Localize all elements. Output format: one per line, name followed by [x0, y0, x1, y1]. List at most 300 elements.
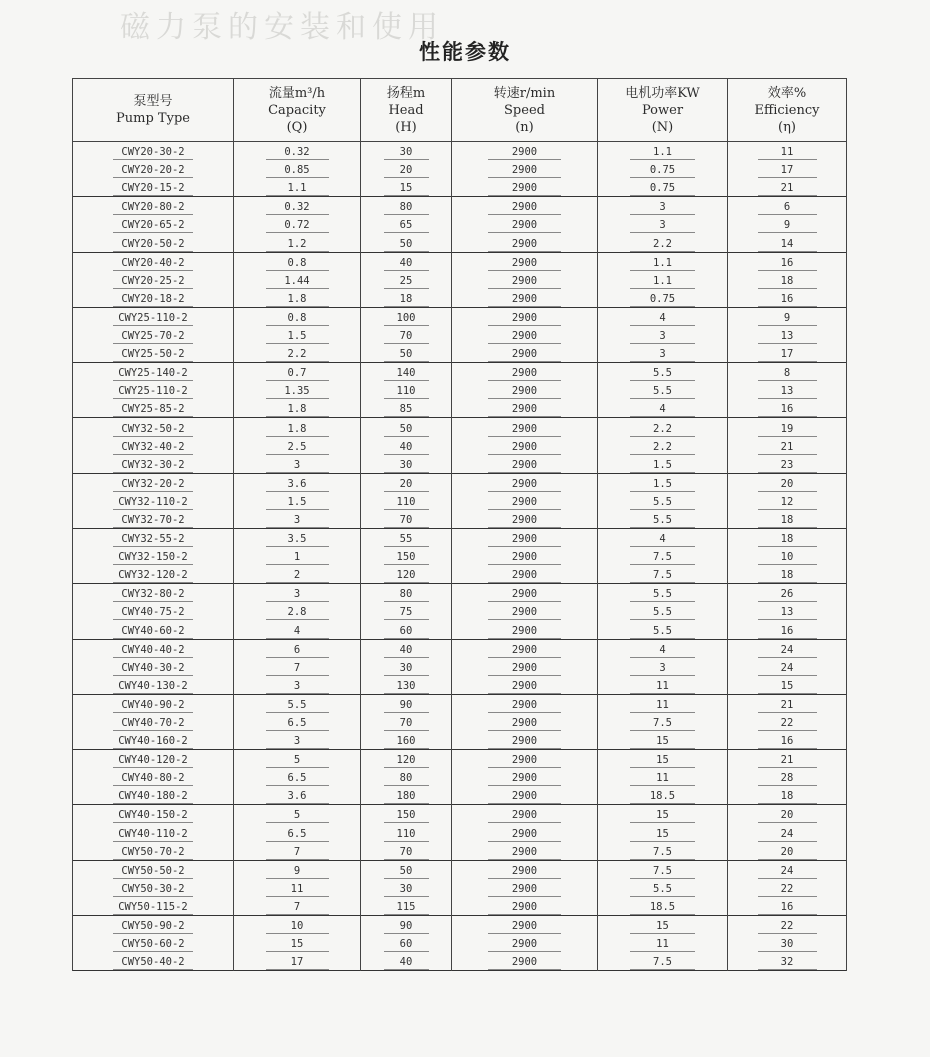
cell-value: 3 [630, 348, 695, 362]
cell-pump-type [73, 713, 234, 731]
cell-speed [452, 271, 598, 289]
cell-efficiency [728, 602, 847, 620]
cell-value: 0.32 [266, 146, 329, 160]
cell-efficiency [728, 584, 847, 603]
cell-value: CWY25-50-2 [113, 348, 193, 362]
cell-head [361, 437, 452, 455]
table-row [73, 565, 847, 584]
table-row [73, 768, 847, 786]
cell-value: 23 [758, 459, 817, 473]
cell-value: CWY40-110-2 [113, 828, 193, 842]
cell-capacity [234, 307, 361, 326]
cell-speed [452, 142, 598, 161]
cell-value: 2900 [488, 385, 561, 399]
cell-value: 1.5 [630, 478, 695, 492]
cell-power [598, 584, 728, 603]
cell-value: 3.5 [266, 533, 329, 547]
cell-speed [452, 879, 598, 897]
cell-power [598, 934, 728, 952]
cell-value: 160 [384, 735, 429, 749]
cell-value: CWY32-110-2 [113, 496, 193, 510]
cell-value: 18 [758, 533, 817, 547]
cell-pump-type [73, 344, 234, 363]
cell-value: 1.2 [266, 238, 329, 252]
table-row [73, 418, 847, 437]
cell-capacity [234, 399, 361, 418]
cell-pump-type [73, 860, 234, 879]
cell-speed [452, 510, 598, 529]
cell-value: 90 [384, 699, 429, 713]
cell-speed [452, 602, 598, 620]
cell-speed [452, 639, 598, 658]
cell-value: 130 [384, 680, 429, 694]
cell-value: CWY40-30-2 [113, 662, 193, 676]
cell-value: 1.5 [266, 496, 329, 510]
cell-speed [452, 344, 598, 363]
cell-value: 18 [384, 293, 429, 307]
cell-value: 15 [266, 938, 329, 952]
cell-power [598, 271, 728, 289]
cell-speed [452, 326, 598, 344]
cell-value: 12 [758, 496, 817, 510]
cell-value: CWY32-70-2 [113, 514, 193, 528]
cell-head [361, 786, 452, 805]
cell-head [361, 381, 452, 399]
cell-value: 1.1 [630, 257, 695, 271]
header-power-zh: 电机功率KW [625, 85, 700, 101]
cell-efficiency [728, 897, 847, 916]
cell-power [598, 823, 728, 841]
cell-capacity [234, 252, 361, 271]
cell-speed [452, 252, 598, 271]
cell-pump-type [73, 565, 234, 584]
cell-value: CWY50-115-2 [113, 901, 193, 915]
cell-value: 15 [630, 828, 695, 842]
cell-head [361, 620, 452, 639]
cell-value: 3 [266, 588, 329, 602]
header-capacity-en: Capacity [268, 102, 326, 118]
cell-value: 2900 [488, 403, 561, 417]
cell-value: 30 [384, 662, 429, 676]
cell-power [598, 547, 728, 565]
cell-value: CWY40-80-2 [113, 772, 193, 786]
cell-value: 17 [758, 348, 817, 362]
cell-value: 7 [266, 846, 329, 860]
cell-head [361, 455, 452, 474]
cell-head [361, 750, 452, 769]
cell-value: 2900 [488, 441, 561, 455]
table-row [73, 897, 847, 916]
header-speed-en: Speed [504, 102, 545, 118]
cell-value: 18 [758, 514, 817, 528]
cell-value: 3 [266, 735, 329, 749]
cell-power [598, 437, 728, 455]
cell-value: 14 [758, 238, 817, 252]
cell-value: 2900 [488, 883, 561, 897]
cell-value: CWY50-40-2 [113, 956, 193, 970]
cell-value: 2900 [488, 238, 561, 252]
cell-power [598, 915, 728, 934]
table-row [73, 786, 847, 805]
cell-speed [452, 492, 598, 510]
cell-value: 70 [384, 330, 429, 344]
cell-value: 0.8 [266, 257, 329, 271]
cell-efficiency [728, 676, 847, 695]
cell-pump-type [73, 731, 234, 750]
cell-value: 5 [266, 754, 329, 768]
cell-capacity [234, 823, 361, 841]
cell-power [598, 620, 728, 639]
table-row [73, 547, 847, 565]
cell-power [598, 160, 728, 178]
cell-value: 2900 [488, 588, 561, 602]
cell-capacity [234, 547, 361, 565]
table-row [73, 160, 847, 178]
cell-speed [452, 584, 598, 603]
table-row [73, 381, 847, 399]
cell-value: 5.5 [266, 699, 329, 713]
header-pump-type [73, 79, 234, 142]
cell-capacity [234, 805, 361, 824]
cell-pump-type [73, 233, 234, 252]
cell-pump-type [73, 602, 234, 620]
performance-table [72, 78, 847, 971]
header-efficiency-en: Efficiency [754, 102, 820, 118]
table-row [73, 289, 847, 308]
cell-pump-type [73, 879, 234, 897]
cell-power [598, 197, 728, 216]
cell-efficiency [728, 307, 847, 326]
cell-speed [452, 750, 598, 769]
header-capacity-sym: (Q) [286, 119, 308, 135]
cell-value: 2900 [488, 790, 561, 804]
cell-value: CWY20-40-2 [113, 257, 193, 271]
cell-value: 2.2 [630, 238, 695, 252]
cell-value: 30 [384, 459, 429, 473]
cell-value: 50 [384, 423, 429, 437]
cell-capacity [234, 289, 361, 308]
cell-value: 19 [758, 423, 817, 437]
cell-pump-type [73, 897, 234, 916]
cell-efficiency [728, 381, 847, 399]
cell-value: CWY25-110-2 [113, 312, 193, 326]
cell-value: 1.5 [630, 459, 695, 473]
table-row [73, 915, 847, 934]
cell-value: 10 [758, 551, 817, 565]
cell-head [361, 805, 452, 824]
cell-speed [452, 768, 598, 786]
cell-value: CWY20-50-2 [113, 238, 193, 252]
cell-value: 7.5 [630, 956, 695, 970]
cell-value: 2.2 [630, 441, 695, 455]
cell-value: 10 [266, 920, 329, 934]
cell-value: CWY32-120-2 [113, 569, 193, 583]
cell-head [361, 952, 452, 971]
cell-speed [452, 437, 598, 455]
cell-value: 2.2 [630, 423, 695, 437]
cell-value: 2900 [488, 514, 561, 528]
cell-value: CWY25-85-2 [113, 403, 193, 417]
cell-value: 22 [758, 883, 817, 897]
cell-speed [452, 215, 598, 233]
cell-value: 2.5 [266, 441, 329, 455]
cell-capacity [234, 418, 361, 437]
header-head-zh: 扬程m [386, 85, 426, 101]
cell-value: 2900 [488, 164, 561, 178]
cell-pump-type [73, 271, 234, 289]
cell-pump-type [73, 252, 234, 271]
cell-value: 2900 [488, 699, 561, 713]
cell-value: 16 [758, 293, 817, 307]
table-row [73, 233, 847, 252]
cell-pump-type [73, 473, 234, 492]
header-power-en: Power [641, 102, 684, 118]
cell-head [361, 879, 452, 897]
cell-power [598, 768, 728, 786]
cell-value: 20 [758, 846, 817, 860]
cell-capacity [234, 915, 361, 934]
cell-value: 2900 [488, 606, 561, 620]
cell-value: 2900 [488, 146, 561, 160]
table-row [73, 455, 847, 474]
cell-value: 5.5 [630, 496, 695, 510]
cell-power [598, 860, 728, 879]
cell-efficiency [728, 731, 847, 750]
cell-capacity [234, 197, 361, 216]
cell-value: 2900 [488, 717, 561, 731]
cell-speed [452, 676, 598, 695]
table-body [73, 142, 847, 971]
table-row [73, 750, 847, 769]
cell-value: 1.1 [630, 146, 695, 160]
cell-power [598, 602, 728, 620]
cell-value: 40 [384, 257, 429, 271]
cell-power [598, 565, 728, 584]
cell-speed [452, 399, 598, 418]
cell-value: 9 [758, 312, 817, 326]
cell-power [598, 750, 728, 769]
cell-pump-type [73, 805, 234, 824]
cell-capacity [234, 694, 361, 713]
cell-pump-type [73, 750, 234, 769]
cell-speed [452, 934, 598, 952]
cell-pump-type [73, 289, 234, 308]
cell-value: CWY40-40-2 [113, 644, 193, 658]
cell-power [598, 805, 728, 824]
cell-head [361, 289, 452, 308]
cell-head [361, 344, 452, 363]
cell-value: 70 [384, 514, 429, 528]
cell-value: 100 [384, 312, 429, 326]
table-row [73, 860, 847, 879]
cell-value: 30 [758, 938, 817, 952]
cell-value: 50 [384, 238, 429, 252]
cell-value: CWY20-18-2 [113, 293, 193, 307]
cell-value: 2900 [488, 348, 561, 362]
cell-head [361, 326, 452, 344]
cell-head [361, 271, 452, 289]
cell-capacity [234, 786, 361, 805]
table-row [73, 528, 847, 547]
cell-efficiency [728, 233, 847, 252]
cell-value: 6 [758, 201, 817, 215]
cell-value: 5.5 [630, 606, 695, 620]
cell-pump-type [73, 639, 234, 658]
cell-value: 8 [758, 367, 817, 381]
table-row [73, 178, 847, 197]
cell-value: CWY40-70-2 [113, 717, 193, 731]
cell-value: 80 [384, 772, 429, 786]
cell-value: 2900 [488, 828, 561, 842]
cell-power [598, 952, 728, 971]
cell-value: 2900 [488, 846, 561, 860]
cell-efficiency [728, 197, 847, 216]
cell-value: 17 [266, 956, 329, 970]
cell-head [361, 528, 452, 547]
cell-head [361, 418, 452, 437]
cell-value: 24 [758, 644, 817, 658]
cell-value: 1.44 [266, 275, 329, 289]
cell-head [361, 473, 452, 492]
cell-value: 1.1 [630, 275, 695, 289]
cell-value: 11 [266, 883, 329, 897]
cell-value: 11 [758, 146, 817, 160]
cell-value: 1.5 [266, 330, 329, 344]
cell-value: 40 [384, 956, 429, 970]
cell-efficiency [728, 215, 847, 233]
cell-head [361, 252, 452, 271]
cell-value: 15 [758, 680, 817, 694]
cell-speed [452, 842, 598, 861]
cell-value: 6.5 [266, 828, 329, 842]
cell-value: 150 [384, 551, 429, 565]
header-speed-sym: (n) [515, 119, 534, 135]
cell-efficiency [728, 768, 847, 786]
cell-value: CWY25-110-2 [113, 385, 193, 399]
cell-value: 2900 [488, 754, 561, 768]
cell-value: 3.6 [266, 790, 329, 804]
table-row [73, 437, 847, 455]
cell-power [598, 307, 728, 326]
cell-value: 1.8 [266, 293, 329, 307]
table-row [73, 215, 847, 233]
cell-efficiency [728, 879, 847, 897]
cell-capacity [234, 768, 361, 786]
cell-efficiency [728, 510, 847, 529]
cell-value: 13 [758, 606, 817, 620]
cell-value: 3 [266, 514, 329, 528]
cell-power [598, 381, 728, 399]
cell-power [598, 142, 728, 161]
header-head-sym: (H) [395, 119, 417, 135]
cell-value: 40 [384, 644, 429, 658]
cell-capacity [234, 142, 361, 161]
cell-efficiency [728, 289, 847, 308]
cell-efficiency [728, 934, 847, 952]
cell-value: 0.75 [630, 164, 695, 178]
cell-power [598, 326, 728, 344]
cell-value: 2900 [488, 201, 561, 215]
cell-head [361, 842, 452, 861]
cell-efficiency [728, 528, 847, 547]
cell-value: 2900 [488, 533, 561, 547]
cell-value: 50 [384, 348, 429, 362]
cell-head [361, 602, 452, 620]
cell-efficiency [728, 178, 847, 197]
cell-value: 4 [266, 625, 329, 639]
cell-value: 2900 [488, 367, 561, 381]
cell-speed [452, 805, 598, 824]
cell-capacity [234, 713, 361, 731]
page-title: 性能参数 [419, 40, 511, 64]
cell-head [361, 565, 452, 584]
header-capacity-zh: 流量m³/h [268, 85, 326, 101]
cell-value: 2900 [488, 735, 561, 749]
cell-efficiency [728, 823, 847, 841]
cell-capacity [234, 492, 361, 510]
table-row [73, 399, 847, 418]
cell-pump-type [73, 437, 234, 455]
table-row [73, 271, 847, 289]
cell-power [598, 842, 728, 861]
cell-value: 7.5 [630, 717, 695, 731]
cell-speed [452, 363, 598, 382]
table-row [73, 842, 847, 861]
cell-value: 2900 [488, 772, 561, 786]
cell-head [361, 897, 452, 916]
cell-pump-type [73, 694, 234, 713]
cell-capacity [234, 602, 361, 620]
cell-capacity [234, 473, 361, 492]
header-pump-type-en: Pump Type [116, 111, 190, 126]
cell-value: 2900 [488, 865, 561, 879]
cell-value: 9 [266, 865, 329, 879]
cell-value: CWY32-80-2 [113, 588, 193, 602]
cell-capacity [234, 528, 361, 547]
cell-value: 5.5 [630, 514, 695, 528]
cell-value: 16 [758, 901, 817, 915]
cell-pump-type [73, 381, 234, 399]
cell-pump-type [73, 547, 234, 565]
cell-speed [452, 381, 598, 399]
cell-value: 22 [758, 717, 817, 731]
cell-capacity [234, 676, 361, 695]
cell-value: CWY50-30-2 [113, 883, 193, 897]
cell-power [598, 528, 728, 547]
cell-capacity [234, 326, 361, 344]
cell-speed [452, 197, 598, 216]
cell-value: CWY40-60-2 [113, 625, 193, 639]
cell-value: 18 [758, 275, 817, 289]
cell-speed [452, 952, 598, 971]
cell-value: 2900 [488, 920, 561, 934]
header-efficiency-sym: (η) [778, 119, 796, 135]
cell-value: CWY32-55-2 [113, 533, 193, 547]
cell-capacity [234, 934, 361, 952]
cell-value: 6.5 [266, 772, 329, 786]
cell-value: 2900 [488, 551, 561, 565]
cell-value: 16 [758, 403, 817, 417]
cell-value: 15 [630, 920, 695, 934]
cell-value: 13 [758, 330, 817, 344]
cell-value: 20 [384, 164, 429, 178]
cell-power [598, 233, 728, 252]
cell-value: 15 [630, 809, 695, 823]
table-row [73, 344, 847, 363]
table-row [73, 639, 847, 658]
cell-value: 0.72 [266, 219, 329, 233]
cell-pump-type [73, 326, 234, 344]
